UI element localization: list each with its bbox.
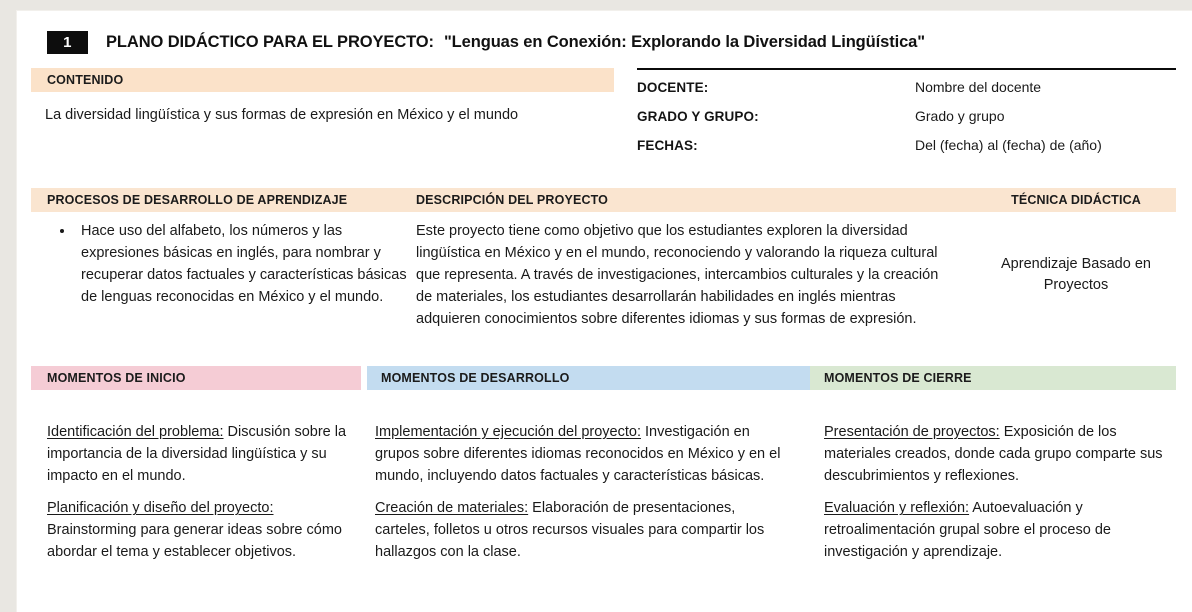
meta-value-grado: Grado y grupo xyxy=(915,108,1005,124)
meta-row-docente xyxy=(637,79,1176,95)
meta-block xyxy=(637,68,1176,166)
meta-label-grado: GRADO Y GRUPO: xyxy=(637,109,759,124)
page-title xyxy=(106,33,925,52)
momento-entry-text: Discusión sobre la importancia de la diversidad lingüística y su impacto en el mundo. xyxy=(47,424,347,484)
momento-entry xyxy=(47,498,347,563)
momento-entry-text: Brainstorming para generar ideas sobre cómo abordar el tema y establecer objetivos. xyxy=(47,522,342,560)
momento-entry xyxy=(824,422,1166,487)
momentos-header-row xyxy=(31,366,1176,390)
contenido-meta-row xyxy=(31,68,1176,166)
proyecto-body-row xyxy=(31,220,1176,330)
meta-row-grado xyxy=(637,108,1176,124)
momentos-inicio-body xyxy=(31,422,361,575)
document-title-row xyxy=(31,11,1176,51)
momento-entry-title: Creación de materiales: xyxy=(375,500,529,517)
momentos-desarrollo-header: MOMENTOS DE DESARROLLO xyxy=(367,366,810,390)
momento-entry xyxy=(375,498,794,563)
meta-label-docente: DOCENTE: xyxy=(637,80,709,95)
momentos-cierre-body xyxy=(810,422,1176,575)
page-title-project: "Lenguas en Conexión: Explorando la Diversidad Lingüística" xyxy=(443,32,925,51)
meta-label-fechas: FECHAS: xyxy=(637,138,698,153)
tecnica-header: TÉCNICA DIDÁCTICA xyxy=(1011,193,1141,207)
momento-entry-title: Planificación y diseño del proyecto: xyxy=(47,500,274,517)
proyecto-header-row xyxy=(31,188,1176,212)
descripcion-header: DESCRIPCIÓN DEL PROYECTO xyxy=(416,193,609,207)
momento-entry-title: Evaluación y reflexión: xyxy=(824,500,970,517)
procesos-list xyxy=(47,220,416,308)
momento-entry-title: Presentación de proyectos: xyxy=(824,424,1000,441)
meta-value-fechas: Del (fecha) al (fecha) de (año) xyxy=(915,137,1102,153)
page-title-prefix: PLANO DIDÁCTICO PARA EL PROYECTO: xyxy=(106,32,434,51)
momentos-desarrollo-body xyxy=(361,422,810,575)
contenido-header: CONTENIDO xyxy=(31,68,614,92)
momentos-inicio-header: MOMENTOS DE INICIO xyxy=(31,366,361,390)
meta-row-fechas xyxy=(637,137,1176,153)
document-sheet xyxy=(16,10,1192,612)
momento-entry xyxy=(375,422,794,487)
momento-entry-text: Exposición de los materiales creados, donde cada grupo comparte sus descubrimientos y reflexiones. xyxy=(824,424,1163,484)
contenido-block xyxy=(31,68,614,166)
momento-entry-title: Implementación y ejecución del proyecto: xyxy=(375,424,641,441)
momento-entry-text: Autoevaluación y retroalimentación grupal sobre el proceso de investigación y aprendizaje. xyxy=(824,500,1111,560)
list-item: • Hace uso del alfabeto, los números y las expresiones básicas en inglés, para nombrar y recuperar datos factuales y características básicas de lenguas reconocidas en México y el mundo. xyxy=(75,220,416,308)
procesos-body xyxy=(31,220,416,330)
contenido-body: La diversidad lingüística y sus formas de expresión en México y el mundo xyxy=(45,107,519,123)
procesos-header: PROCESOS DE DESARROLLO DE APRENDIZAJE xyxy=(47,193,348,207)
momento-entry-title: Identificación del problema: xyxy=(47,424,224,441)
tecnica-body: Aprendizaje Basado en Proyectos xyxy=(1001,256,1151,294)
meta-value-docente: Nombre del docente xyxy=(915,79,1042,95)
momentos-cierre-header: MOMENTOS DE CIERRE xyxy=(810,366,1176,390)
document-content xyxy=(17,11,1192,612)
momento-entry xyxy=(47,422,347,487)
momento-entry-text: Investigación en grupos sobre diferentes idiomas reconocidos en México y en el mundo, incluyendo datos factuales y características básicas. xyxy=(375,424,781,484)
descripcion-body: Este proyecto tiene como objetivo que los estudiantes exploren la diversidad lingüística en México y en el mundo, reconociendo y valorando la riqueza cultural que representa. A través de investigaciones, intercambios culturales y la creación de materiales, los estudiantes desarrollarán habilidades en inglés mientras adquieren conocimientos sobre diferentes idiomas y sus formas de expresión. xyxy=(416,223,939,328)
momentos-body-row xyxy=(31,422,1176,575)
momento-entry xyxy=(824,498,1166,563)
section-number-badge: 1 xyxy=(47,31,88,54)
momento-entry-text: Elaboración de presentaciones, carteles, folletos u otros recursos visuales para compartir los hallazgos con la clase. xyxy=(375,500,765,560)
